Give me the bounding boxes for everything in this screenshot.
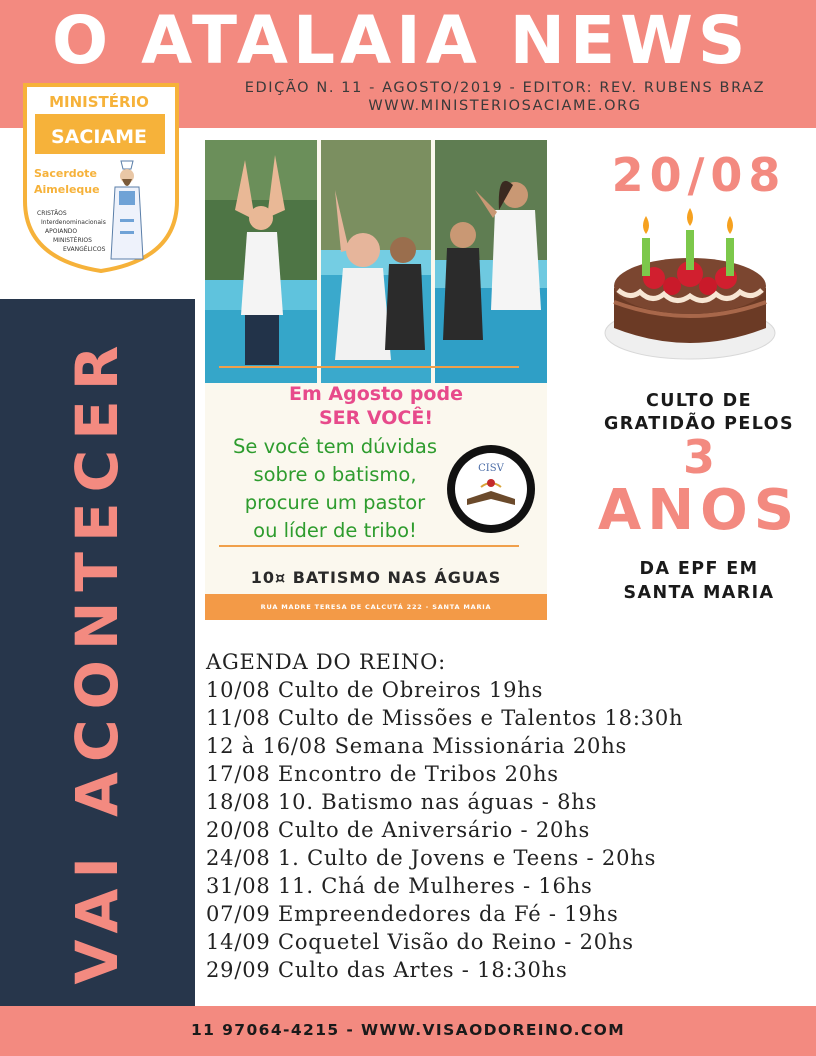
flyer-headline-1: Em Agosto pode <box>289 383 463 405</box>
agenda-item: 18/08 10. Batismo nas águas - 8hs <box>206 790 598 814</box>
edition-info <box>205 79 805 115</box>
agenda-item: 20/08 Culto de Aniversário - 20hs <box>206 818 591 842</box>
church-seal-icon <box>445 443 537 535</box>
flyer-body-line: ou líder de tribo! <box>253 519 417 542</box>
newsletter-title: O ATALAIA NEWS <box>52 2 751 79</box>
baptism-photo-1 <box>205 140 317 383</box>
website-link[interactable]: WWW.MINISTERIOSACIAME.ORG <box>368 98 642 114</box>
logo-line3: Sacerdote <box>34 167 97 180</box>
agenda-item: 31/08 11. Chá de Mulheres - 16hs <box>206 874 593 898</box>
flyer-headline-2: SER VOCÊ! <box>318 407 434 429</box>
flyer-divider <box>219 545 519 547</box>
anniversary-line-1: CULTO DE <box>646 391 752 411</box>
agenda-item: 17/08 Encontro de Tribos 20hs <box>206 762 559 786</box>
baptism-photo-3 <box>435 140 547 383</box>
baptism-flyer <box>205 140 547 620</box>
anniversary-line-3: DA EPF EM <box>639 559 759 579</box>
anniversary-date: 20/08 <box>611 148 787 202</box>
ministry-logo <box>21 81 181 275</box>
anniversary-location <box>574 557 816 605</box>
agenda-list <box>206 648 806 984</box>
logo-tag3: APOIANDO <box>45 228 78 235</box>
flyer-body-line: Se você tem dúvidas <box>233 435 437 458</box>
footer-band <box>0 1006 816 1056</box>
logo-line1: MINISTÉRIO <box>49 93 149 111</box>
agenda-item: 14/09 Coquetel Visão do Reino - 20hs <box>206 930 634 954</box>
birthday-cake-icon <box>600 208 780 373</box>
logo-tag1: CRISTÃOS <box>37 210 67 217</box>
baptism-photo-2 <box>321 140 431 383</box>
seal-text: CISV <box>478 463 504 474</box>
agenda-item: 11/08 Culto de Missões e Talentos 18:30h <box>206 706 684 730</box>
agenda-item: 07/09 Empreendedores da Fé - 19hs <box>206 902 619 926</box>
flyer-address: RUA MADRE TERESA DE CALCUTÁ 222 - SANTA MARIA <box>205 594 547 620</box>
anniversary-line-2: GRATIDÃO PELOS <box>604 414 794 434</box>
edition-line: EDIÇÃO N. 11 - AGOSTO/2019 - EDITOR: REV. RUBENS BRAZ <box>244 80 766 96</box>
agenda-title: AGENDA DO REINO: <box>206 650 446 674</box>
flyer-body <box>215 433 455 545</box>
agenda-item: 10/08 Culto de Obreiros 19hs <box>206 678 544 702</box>
flyer-body-line: procure um pastor <box>244 491 426 514</box>
logo-tag4: MINISTÉRIOS <box>53 237 92 244</box>
footer-contact[interactable]: 11 97064-4215 - WWW.VISAODOREINO.COM <box>190 1021 626 1039</box>
anniversary-years-number: 3 <box>682 430 715 484</box>
logo-tag5: EVANGÉLICOS <box>63 246 106 253</box>
agenda-item: 12 à 16/08 Semana Missionária 20hs <box>206 734 628 758</box>
flyer-event-title: 10¤ BATISMO NAS ÁGUAS <box>250 568 502 587</box>
logo-line4: Aimeleque <box>34 183 100 196</box>
anniversary-years-word: ANOS <box>597 478 801 543</box>
flyer-body-line: sobre o batismo, <box>253 463 417 486</box>
flyer-divider-top <box>219 366 519 368</box>
agenda-item: 24/08 1. Culto de Jovens e Teens - 20hs <box>206 846 657 870</box>
anniversary-line-4: SANTA MARIA <box>623 583 775 603</box>
logo-line2: SACIAME <box>51 126 147 148</box>
logo-tag2: Interdenominacionais <box>41 219 106 226</box>
sidebar-heading: VAI ACONTECER <box>63 335 131 985</box>
agenda-item: 29/09 Culto das Artes - 18:30hs <box>206 958 568 982</box>
